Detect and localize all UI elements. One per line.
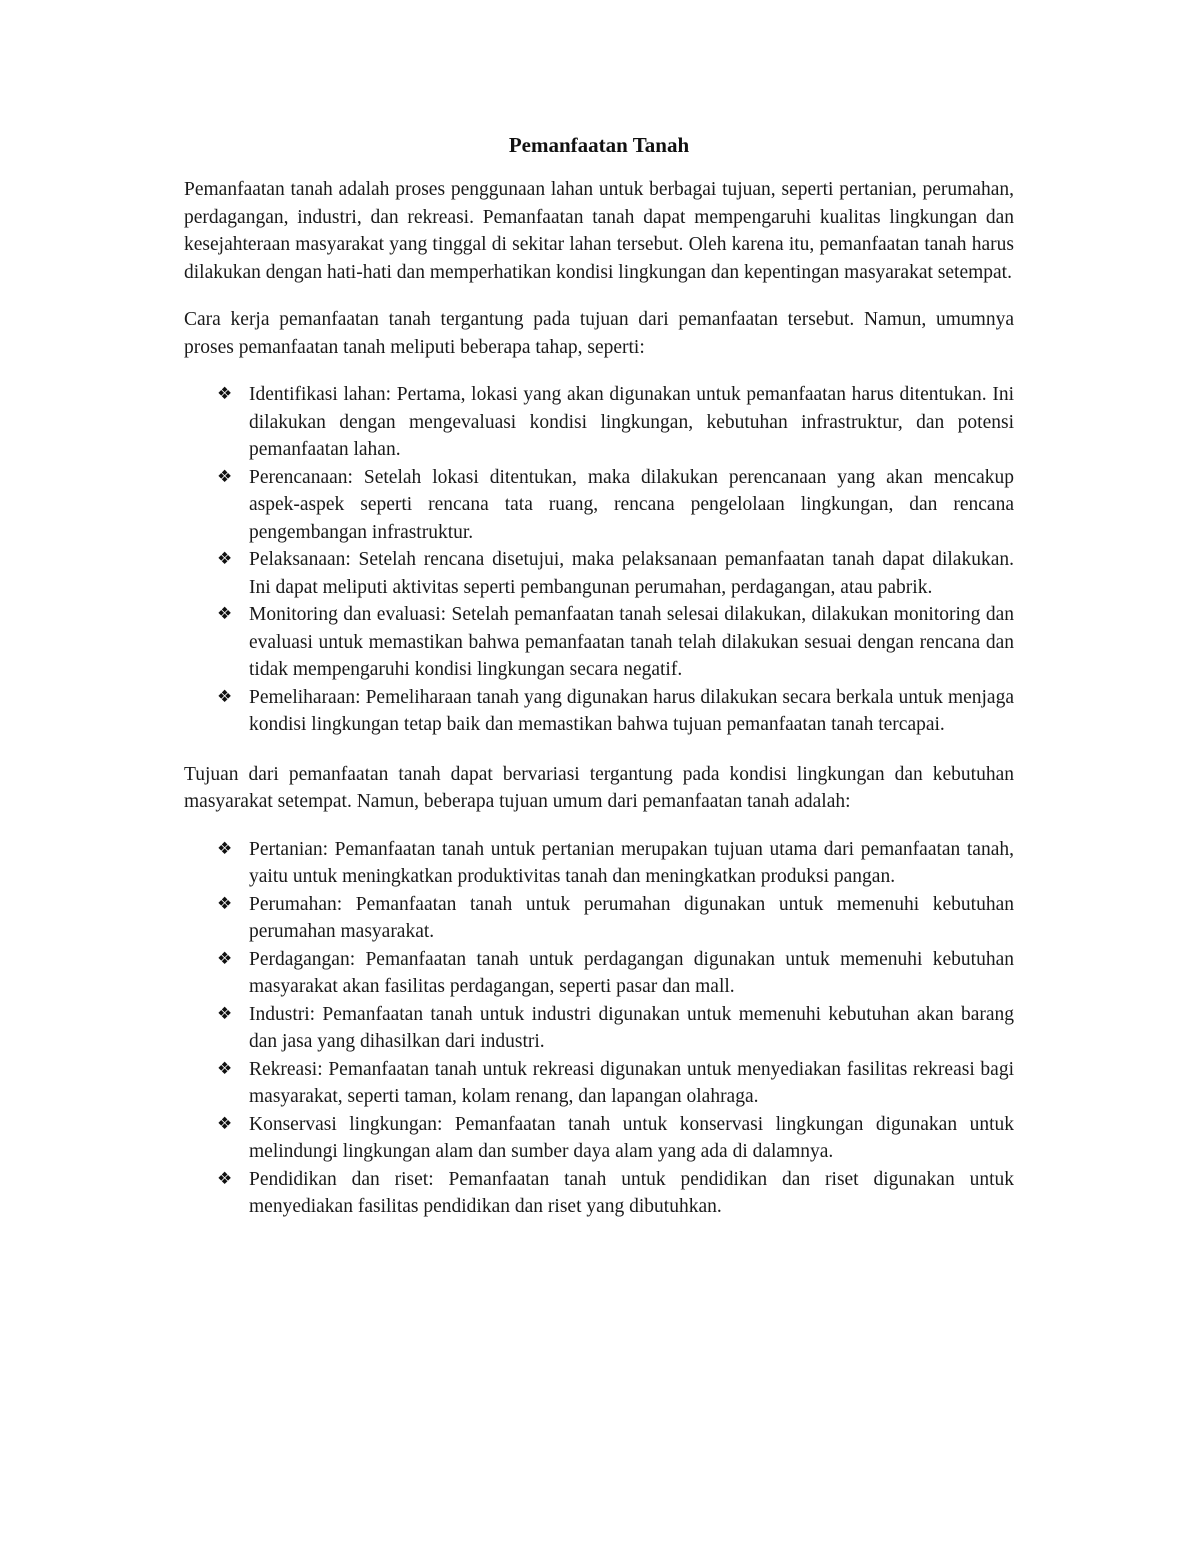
list-item-text: Pemeliharaan: Pemeliharaan tanah yang digunakan harus dilakukan secara berkala untuk menjaga kondisi lingkungan tetap baik dan memastikan bahwa tujuan pemanfaatan tanah tercapai. — [249, 686, 1014, 735]
list-item — [217, 1166, 1014, 1221]
list-item-text: Rekreasi: Pemanfaatan tanah untuk rekreasi digunakan untuk menyediakan fasilitas rekreasi bagi masyarakat, seperti taman, kolam renang, dan lapangan olahraga. — [249, 1058, 1014, 1107]
intro-paragraph: Pemanfaatan tanah adalah proses penggunaan lahan untuk berbagai tujuan, seperti pertanian, perumahan, perdagangan, industri, dan rekreasi. Pemanfaatan tanah dapat mempengaruhi kualitas lingkungan dan kesejahteraan masyarakat yang tinggal di sekitar lahan tersebut. Oleh karena itu, pemanfaatan tanah harus dilakukan dengan hati-hati dan memperhatikan kondisi lingkungan dan kepentingan masyarakat setempat. — [184, 179, 1014, 283]
diamond-bullet-icon: ❖ — [217, 1168, 233, 1189]
list-item — [217, 381, 1014, 464]
list-item — [217, 464, 1014, 547]
diamond-bullet-icon: ❖ — [217, 893, 233, 914]
diamond-bullet-icon: ❖ — [217, 1058, 233, 1079]
diamond-bullet-icon: ❖ — [217, 1003, 233, 1024]
goals-list — [184, 836, 1014, 1221]
list-item-text: Pelaksanaan: Setelah rencana disetujui, maka pelaksanaan pemanfaatan tanah dapat dilakukan. Ini dapat meliputi aktivitas seperti pembangunan perumahan, perdagangan, atau pabrik. — [249, 549, 1014, 598]
list-item-text: Identifikasi lahan: Pertama, lokasi yang akan digunakan untuk pemanfaatan harus ditentukan. Ini dilakukan dengan mengevaluasi kondisi lingkungan, kebutuhan infrastruktur, dan potensi pemanfaatan lahan. — [249, 384, 1014, 460]
diamond-bullet-icon: ❖ — [217, 948, 233, 969]
list-item — [217, 684, 1014, 739]
document-title: Pemanfaatan Tanah — [508, 133, 690, 157]
diamond-bullet-icon: ❖ — [217, 549, 233, 569]
diamond-bullet-icon: ❖ — [217, 466, 233, 487]
list-item-text: Perdagangan: Pemanfaatan tanah untuk perdagangan digunakan untuk memenuhi kebutuhan masyarakat akan fasilitas perdagangan, seperti pasar dan mall. — [249, 948, 1014, 997]
diamond-bullet-icon: ❖ — [217, 604, 233, 624]
list-item-text: Pendidikan dan riset: Pemanfaatan tanah untuk pendidikan dan riset digunakan untuk menyediakan fasilitas pendidikan dan riset yang dibutuhkan. — [249, 1168, 1014, 1217]
list-item-text: Pertanian: Pemanfaatan tanah untuk pertanian merupakan tujuan utama dari pemanfaatan tanah, yaitu untuk meningkatkan produktivitas tanah dan meningkatkan produksi pangan. — [249, 838, 1014, 887]
list-item — [217, 836, 1014, 891]
list-item — [217, 546, 1014, 601]
diamond-bullet-icon: ❖ — [217, 384, 233, 404]
goals-paragraph: Tujuan dari pemanfaatan tanah dapat bervariasi tergantung pada kondisi lingkungan dan kebutuhan masyarakat setempat. Namun, beberapa tujuan umum dari pemanfaatan tanah adalah: — [184, 763, 1014, 812]
list-item — [217, 1001, 1014, 1056]
list-item-text: Monitoring dan evaluasi: Setelah pemanfaatan tanah selesai dilakukan, dilakukan monitoring dan evaluasi untuk memastikan bahwa pemanfaatan tanah telah dilakukan sesuai dengan rencana dan tidak mempengaruhi kondisi lingkungan secara negatif. — [249, 604, 1014, 680]
diamond-bullet-icon: ❖ — [217, 686, 233, 707]
list-item — [217, 891, 1014, 946]
list-item — [217, 1056, 1014, 1111]
process-steps-list — [184, 381, 1014, 739]
list-item-text: Perencanaan: Setelah lokasi ditentukan, maka dilakukan perencanaan yang akan mencakup aspek-aspek seperti rencana tata ruang, rencana pengelolaan lingkungan, dan rencana pengembangan infrastruktur. — [249, 466, 1014, 543]
list-item — [217, 946, 1014, 1001]
diamond-bullet-icon: ❖ — [217, 838, 233, 859]
list-item — [217, 1111, 1014, 1166]
process-paragraph: Cara kerja pemanfaatan tanah tergantung pada tujuan dari pemanfaatan tersebut. Namun, umumnya proses pemanfaatan tanah meliputi beberapa tahap, seperti: — [184, 309, 1014, 358]
list-item-text: Industri: Pemanfaatan tanah untuk industri digunakan untuk memenuhi kebutuhan akan barang dan jasa yang dihasilkan dari industri. — [249, 1003, 1014, 1052]
document-body — [184, 131, 1014, 1243]
diamond-bullet-icon: ❖ — [217, 1113, 233, 1134]
list-item-text: Konservasi lingkungan: Pemanfaatan tanah untuk konservasi lingkungan digunakan untuk melindungi lingkungan alam dan sumber daya alam yang ada di dalamnya. — [249, 1113, 1014, 1162]
list-item — [217, 601, 1014, 684]
list-item-text: Perumahan: Pemanfaatan tanah untuk perumahan digunakan untuk memenuhi kebutuhan perumahan masyarakat. — [249, 893, 1014, 942]
